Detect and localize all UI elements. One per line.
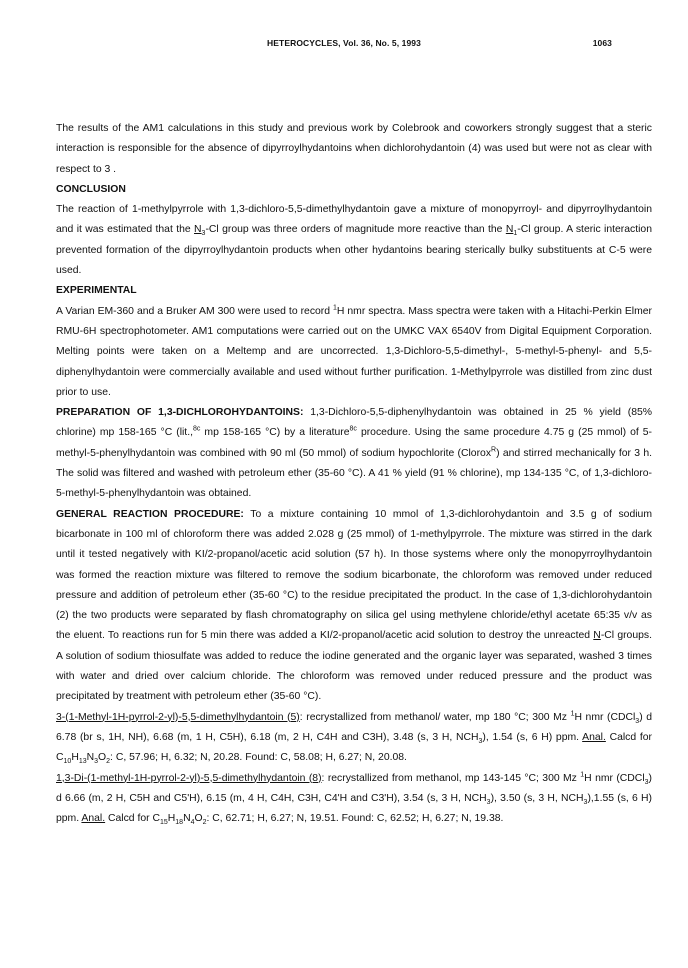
preparation-paragraph: PREPARATION OF 1,3-DICHLOROHYDANTOINS: 1,3-Dichloro-5,5-diphenylhydantoin was obtained in 25 % yield (85% chlorine) mp 158-165 °C (lit.,$^{8c}$ mp 158-165 °C) by a literature$^{8c}$ procedure. Using the same procedure 4.75 g (25 mmol) of 5-methyl-5-phenylhydantoin was combined with 90 ml (50 mmol) of sodium hypochlorite (Clorox$^R$) and stirred mechanically for 3 h. The solid was filtered and washed with petroleum ether (35-60 °C). A 41 % yield (91 % chlorine), mp 134-135 °C, of 1,3-dichloro-5-methyl-5-phenylhydantoin was obtained. xyxy=(56,407,653,500)
results-paragraph: The results of the AM1 calculations in this study and previous work by Colebrook and coworkers strongly suggest that a steric interaction is responsible for the absence of dipyrroylhydantoins when dichlorohydantoin (4) was used but were not as clear with respect to 3 . xyxy=(56,123,652,175)
page-number: 1063 xyxy=(592,38,612,48)
compound-8-paragraph: 1,3-Di-(1-methyl-1H-pyrrol-2-yl)-5,5-dimethylhydantoin (8): recrystallized from methanol, mp 143-145 °C; 300 Mz $^1$H nmr (CDCl$_3$) d 6.66 (m, 2 H, C5H and C5'H), 6.15 (m, 4 H, C4H, C3H, C4'H and C3'H), 3.54 (s, 3 H, $NCH_3$), 3.50 (s, 3 H, $NCH_3),1.55$ (s, 6 H) ppm. Anal. Calcd for $C_{15}H_{18}N_4O_2$: C, 62.71; H, 6.27; N, 19.51. Found: C, 62.52; H, 6.27; N, 19.38. xyxy=(56,771,652,827)
compound-8-name: 1,3-Di-(1-methyl-1H-pyrrol-2-yl)-5,5-dimethylhydantoin (8) xyxy=(56,772,322,784)
compound-5-name: 3-(1-Methyl-1H-pyrrol-2-yl)-5,5-dimethylhydantoin (5) xyxy=(56,711,300,723)
conclusion-paragraph: The reaction of 1-methylpyrrole with 1,3-dichloro-5,5-dimethylhydantoin gave a mixture of monopyrroyl- and dipyrroylhydantoin and it was estimated that the $N_3-Cl$ group was three orders of magnitude more reactive than the $N_1-Cl$ group. A steric interaction prevented formation of the dipyrroylhydantoin products when other hydantoins bearing sterically bulky substituents at C-5 were used. xyxy=(56,204,652,277)
general-procedure-paragraph: GENERAL REACTION PROCEDURE: To a mixture containing 10 mmol of 1,3-dichlorohydantoin and 3.5 g of sodium bicarbonate in 100 ml of chloroform there was added 2.028 g (25 mmol) of 1-methylpyrrole. The mixture was stirred in the dark until it tested negatively with KI/2-propanol/acetic acid solution (57 h). In those systems where only the monopyrroylhydantoin was formed the reaction mixture was filtered to remove the sodium bicarbonate, the chloroform was removed under reduced pressure and addition of petroleum ether (35-60 °C) to the residue precipitated the product. In the case of 1,3-dichlorohydantoin (2) the two products were separated by flash chromatography on silica gel using methylene chloride/ethyl acetate 65:35 v/v as the eluent. To reactions run for 5 min there was added a KI/2-propanol/acetic acid solution to destroy the unreacted N-Cl groups. A solution of sodium thiosulfate was added to reduce the iodine generated and the organic layer was separated, washed 3 times with water and dried over calcium chloride. The chloroform was removed under reduced pressure and the product was precipitated by treatment with petroleum ether (35-60 °C). xyxy=(56,508,652,703)
general-procedure-heading: GENERAL REACTION PROCEDURE: xyxy=(56,508,244,520)
conclusion-heading: CONCLUSION xyxy=(56,183,126,195)
experimental-paragraph: A Varian EM-360 and a Bruker AM 300 were used to record $^1$H nmr spectra. Mass spectra were taken with a Hitachi-Perkin Elmer RMU-6H spectrophotometer. AM1 computations were carried out on the UMKC VAX 6540V from Digital Equipment Corporation. Melting points were taken on a Meltemp and are uncorrected. 1,3-Dichloro-5,5-dimethyl-, 5-methyl-5-phenyl- and 5,5-diphenylhydantoin were commercially available and used without further purification. 1-Methylpyrrole was distilled from zinc dust prior to use. xyxy=(56,304,652,398)
running-header: HETEROCYCLES, Vol. 36, No. 5, 1993 xyxy=(267,38,421,48)
compound-5-paragraph: 3-(1-Methyl-1H-pyrrol-2-yl)-5,5-dimethylhydantoin (5): recrystallized from methanol/ water, mp 180 °C; 300 Mz $^1$H nmr (CDCl$_3$) d 6.78 (br s, 1H, NH), 6.68 (m, 1 H, C5H), 6.18 (m, 2 H, C4H and C3H), 3.48 (s, 3 H, $NCH_3$), 1.54 (s, 6 H) ppm. Anal. Calcd for $C_{10}H_{13}N_3O_2$: C, 57.96; H, 6.32; N, 20.28. Found: C, 58.08; H, 6.27; N, 20.08. xyxy=(56,710,653,766)
experimental-heading: EXPERIMENTAL xyxy=(56,285,137,297)
page-body xyxy=(56,119,652,829)
preparation-heading: PREPARATION OF 1,3-DICHLOROHYDANTOINS: xyxy=(56,407,304,419)
